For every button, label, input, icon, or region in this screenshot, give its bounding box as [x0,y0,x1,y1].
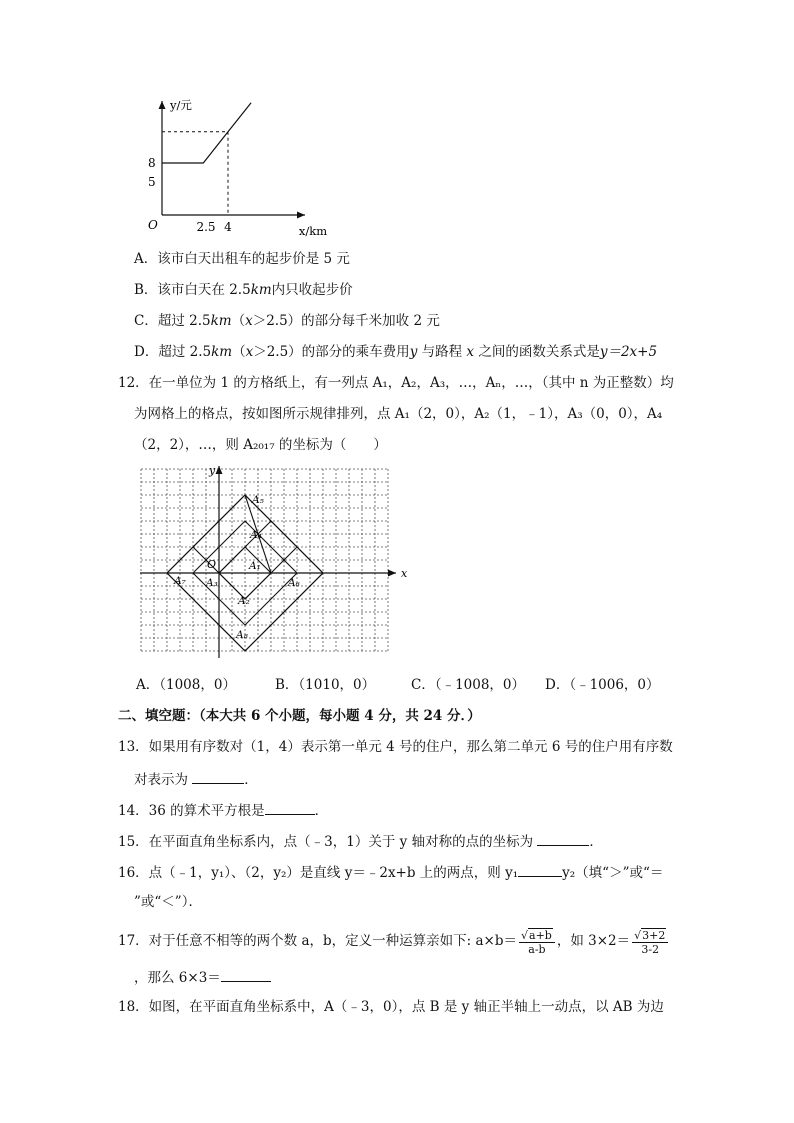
q11-option-d [134,343,657,361]
q11-c-paren: （ [231,313,246,329]
q15 [118,831,603,851]
y-axis-arrow [159,101,166,109]
q16-line-1 [118,862,663,882]
x-axis-arrow [297,212,305,219]
q15-text: 15．在平面直角坐标系内，点（﹣3，1）关于 y 轴对称的点的坐标为 [118,834,538,850]
q13-line-2 [134,769,258,789]
q11-c-unit: km [210,313,232,329]
q14-period: ． [314,803,329,819]
q12-line-1: 12．在一单位为 1 的方格纸上，有一列点 A₁，A₂，A₃，…，Aₙ，…，（其中 n 为正整数）均 [118,375,674,391]
q12-line-3: （2，2），…，则 A₂₀₁₇ 的坐标为（ ） [134,437,387,453]
q17-line-2 [134,967,271,987]
q11-d-text: D．超过 2.5 [134,344,212,360]
q11-d-y: y [409,344,418,360]
q11-d-text-3: 与路程 [417,344,467,360]
q15-period: ． [589,834,603,850]
q12-grid-figure [138,462,408,662]
q11-d-x: x [466,344,475,360]
y-tick-5: 5 [148,175,156,189]
q13-period: ． [244,772,258,788]
q11-b-text-post: 内只收起步价 [271,282,353,298]
q17-frac2-denominator: 3-2 [641,942,660,956]
q11-option-a: A．该市白天出租车的起步价是 5 元 [134,251,350,267]
q17-frac1-denominator: a-b [528,942,546,956]
q11-d-equation: y＝2x+5 [599,344,658,360]
q11-c-text: C．超过 2.5 [134,313,211,329]
grid-y-label: y [209,464,216,477]
q13-line-1: 13．如果用有序数对（1，4）表示第一单元 4 号的住户，那么第二单元 6 号的住户用有序数 [118,739,673,755]
q17-text-mid: ，如 3×2＝ [556,933,631,949]
q11-d-paren: （ [232,344,246,360]
dashed-grid [141,469,388,651]
q17-answer-blank[interactable] [221,967,271,982]
q11-c-text-post: ＞2.5）的部分每千米加收 2 元 [252,313,440,329]
section-2-heading: 二、填空题：（本大共 6 个小题，每小题 4 分，共 24 分．） [118,708,481,724]
label-a8: A₈ [236,629,248,641]
q11-b-unit: km [250,282,272,298]
q11-d-text-4: 之间的函数关系式是 [474,344,600,360]
label-a7: A₇ [174,575,186,587]
label-a4: A₄ [250,529,262,541]
grid-x-label: x [401,567,408,580]
q13-text: 对表示为 [134,772,193,788]
q15-answer-blank[interactable] [537,831,589,846]
q12-option-c: C．（﹣1008，0） [411,677,526,693]
label-a2: A₂ [238,595,250,607]
grid-y-axis-arrow [216,466,223,474]
x-tick-2-5: 2.5 [196,220,216,234]
q12-option-b: B．（1010，0） [275,677,376,693]
label-a1: A₁ [249,560,261,572]
sqrt-symbol-icon: √ [521,928,529,942]
q16-text: 16．点（﹣1，y₁）、（2，y₂）是直线 y＝﹣2x+b 上的两点，则 y₁ [118,865,519,881]
q12-option-d: D．（﹣1006，0） [545,677,660,693]
q16-line-2: ”或“＜”）． [134,894,202,910]
q11-c-var: x [245,313,253,329]
q12-line-2: 为网格上的格点，按如图所示规律排列，点 A₁（2，0），A₂（1，﹣1），A₃（0，0），A₄ [134,406,663,422]
q11-option-b [134,281,353,299]
label-a5: A₅ [252,494,264,506]
q18-line-1: 18．如图，在平面直角坐标系中，A（﹣3，0），点 B 是 y 轴正半轴上一动点，以 AB 为边 [118,999,664,1015]
fare-graph [130,95,328,240]
q17-fraction-example [632,928,668,956]
q11-d-var: x [245,344,254,360]
q17-text: 17．对于任意不相等的两个数 a，b，定义一种运算亲如下: a×b＝ [118,933,518,949]
sqrt-symbol-icon: √ [634,928,642,942]
q14-text: 14．36 的算术平方根是 [118,803,265,819]
q12-option-a: A．（1008，0） [136,677,236,693]
x-tick-4: 4 [224,220,232,234]
q11-d-text-2: ＞2.5）的部分的乘车费用 [253,344,410,360]
label-a3: A₃ [206,577,218,589]
q17-fraction-definition [519,928,555,956]
q11-d-unit: km [211,344,233,360]
q14 [118,800,328,820]
q17-frac2-numerator: 3+2 [642,928,666,942]
q17-frac1-numerator: a+b [529,928,552,942]
q11-option-c [134,312,440,330]
q11-b-text: B．该市白天在 2.5 [134,282,251,298]
label-a6: A₆ [288,577,300,589]
origin-label: O [148,218,158,232]
grid-origin-label: O [207,558,217,571]
q16-text-post: y₂（填“＞”或“＝ [562,865,664,881]
y-tick-8: 8 [148,156,156,170]
q17-line-1 [118,924,670,958]
y-axis-label: y/元 [170,98,192,112]
q17-text-2: ，那么 6×3＝ [134,970,221,986]
grid-x-axis-arrow [388,570,396,577]
x-axis-label: x/km [298,224,328,238]
q16-answer-blank[interactable] [518,862,562,877]
q14-answer-blank[interactable] [265,800,315,815]
q13-answer-blank[interactable] [192,769,244,784]
